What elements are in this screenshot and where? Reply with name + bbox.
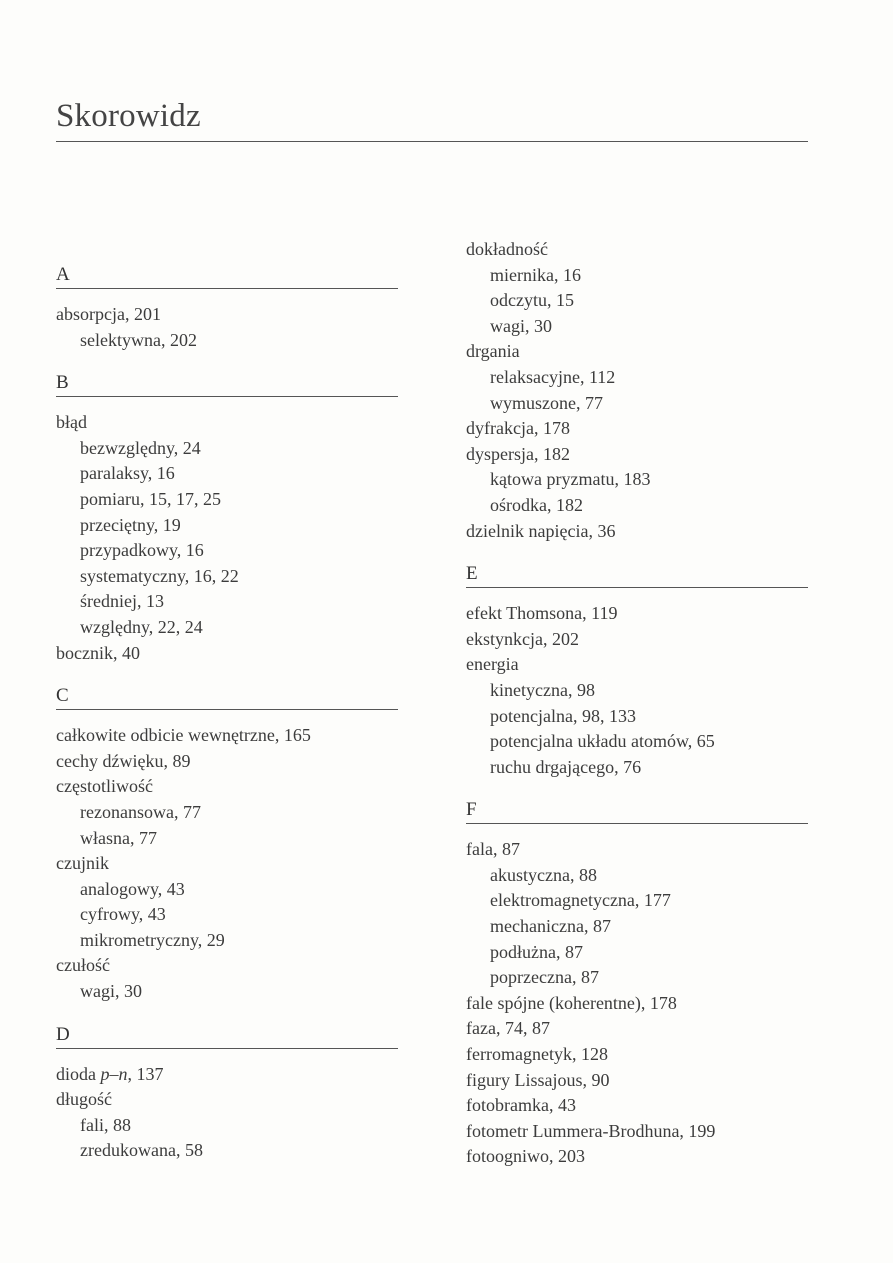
index-entry: absorpcja, 201	[56, 304, 161, 324]
index-section-b	[56, 370, 398, 666]
index-subentry: pomiaru, 15, 17, 25	[80, 488, 221, 509]
index-entry: błąd	[56, 412, 87, 433]
index-entry: faza, 74, 87	[466, 1018, 550, 1039]
index-entry: dzielnik napięcia, 36	[466, 520, 616, 541]
section-letter-heading: A	[56, 262, 398, 289]
index-entry	[56, 1062, 398, 1088]
index-entry: fotobramka, 43	[466, 1095, 576, 1116]
index-subentry: zredukowana, 58	[80, 1140, 203, 1161]
index-subentry: relaksacyjne, 112	[490, 366, 616, 387]
index-subentry: podłużna, 87	[490, 941, 583, 962]
index-subentry: systematyczny, 16, 22	[80, 565, 239, 586]
index-subentry: wagi, 30	[490, 315, 552, 336]
index-section-c	[56, 683, 398, 1005]
index-entry: fala, 87	[466, 839, 520, 860]
index-section-f	[466, 797, 808, 1170]
index-entry: częstotliwość	[56, 776, 153, 797]
index-subentry: selektywna, 202	[80, 329, 197, 350]
section-letter-heading: E	[466, 561, 808, 588]
section-letter-heading: B	[56, 370, 398, 397]
index-section-e	[466, 561, 808, 780]
index-column-left	[56, 262, 398, 1181]
index-entry: drgania	[466, 341, 520, 362]
index-subentry: poprzeczna, 87	[490, 967, 599, 988]
entry-text-suffix: , 137	[127, 1063, 164, 1084]
index-subentry: własna, 77	[80, 827, 157, 848]
index-subentry: mikrometryczny, 29	[80, 929, 225, 950]
index-subentry: wymuszone, 77	[490, 392, 603, 413]
index-entry: całkowite odbicie wewnętrzne, 165	[56, 725, 311, 746]
index-subentry: rezonansowa, 77	[80, 801, 201, 822]
index-subentry: wagi, 30	[80, 981, 142, 1002]
index-entry: efekt Thomsona, 119	[466, 603, 618, 624]
index-subentry: odczytu, 15	[490, 290, 574, 311]
title-rule	[56, 141, 808, 142]
index-subentry: miernika, 16	[490, 264, 581, 285]
index-subentry: przypadkowy, 16	[80, 540, 204, 561]
index-subentry: średniej, 13	[80, 591, 164, 612]
index-entry: czujnik	[56, 853, 109, 874]
index-subentry: bezwzględny, 24	[80, 437, 201, 458]
index-subentry: ośrodka, 182	[490, 494, 583, 515]
index-entry: fotometr Lummera-Brodhuna, 199	[466, 1120, 716, 1141]
index-entry: dokładność	[466, 239, 548, 259]
entry-text-italic: p–n	[100, 1063, 128, 1084]
index-subentry: elektromagnetyczna, 177	[490, 890, 671, 911]
index-subentry: potencjalna, 98, 133	[490, 705, 636, 726]
index-section-continued	[466, 237, 808, 544]
index-subentry: ruchu drgającego, 76	[490, 756, 642, 777]
index-section-a	[56, 262, 398, 353]
entry-text-prefix: dioda	[56, 1063, 101, 1084]
index-subentry: analogowy, 43	[80, 878, 185, 899]
page-title: Skorowidz	[56, 98, 201, 134]
index-subentry: cyfrowy, 43	[80, 904, 166, 925]
index-subentry: względny, 22, 24	[80, 616, 203, 637]
index-subentry: przeciętny, 19	[80, 514, 181, 535]
index-entry: fotoogniwo, 203	[466, 1146, 585, 1167]
index-subentry: akustyczna, 88	[490, 864, 597, 885]
index-entry: bocznik, 40	[56, 642, 140, 663]
index-entry: czułość	[56, 955, 110, 976]
index-subentry: paralaksy, 16	[80, 463, 175, 484]
index-subentry: mechaniczna, 87	[490, 916, 611, 937]
index-entry: figury Lissajous, 90	[466, 1069, 610, 1090]
index-entry: energia	[466, 654, 519, 675]
index-subentry: fali, 88	[80, 1114, 131, 1135]
index-entry: długość	[56, 1089, 112, 1110]
index-entry: ferromagnetyk, 128	[466, 1044, 608, 1065]
index-entry: cechy dźwięku, 89	[56, 750, 191, 771]
index-entry: ekstynkcja, 202	[466, 628, 579, 649]
section-letter-heading: C	[56, 683, 398, 710]
index-entry: dyfrakcja, 178	[466, 418, 570, 439]
index-section-d	[56, 1022, 398, 1164]
section-letter-heading: F	[466, 797, 808, 824]
index-subentry: kątowa pryzmatu, 183	[490, 469, 651, 490]
section-letter-heading: D	[56, 1022, 398, 1049]
index-entry: fale spójne (koherentne), 178	[466, 992, 677, 1013]
index-entry: dyspersja, 182	[466, 443, 570, 464]
index-subentry: potencjalna układu atomów, 65	[490, 731, 715, 752]
index-subentry: kinetyczna, 98	[490, 679, 595, 700]
index-column-right	[466, 237, 808, 1187]
